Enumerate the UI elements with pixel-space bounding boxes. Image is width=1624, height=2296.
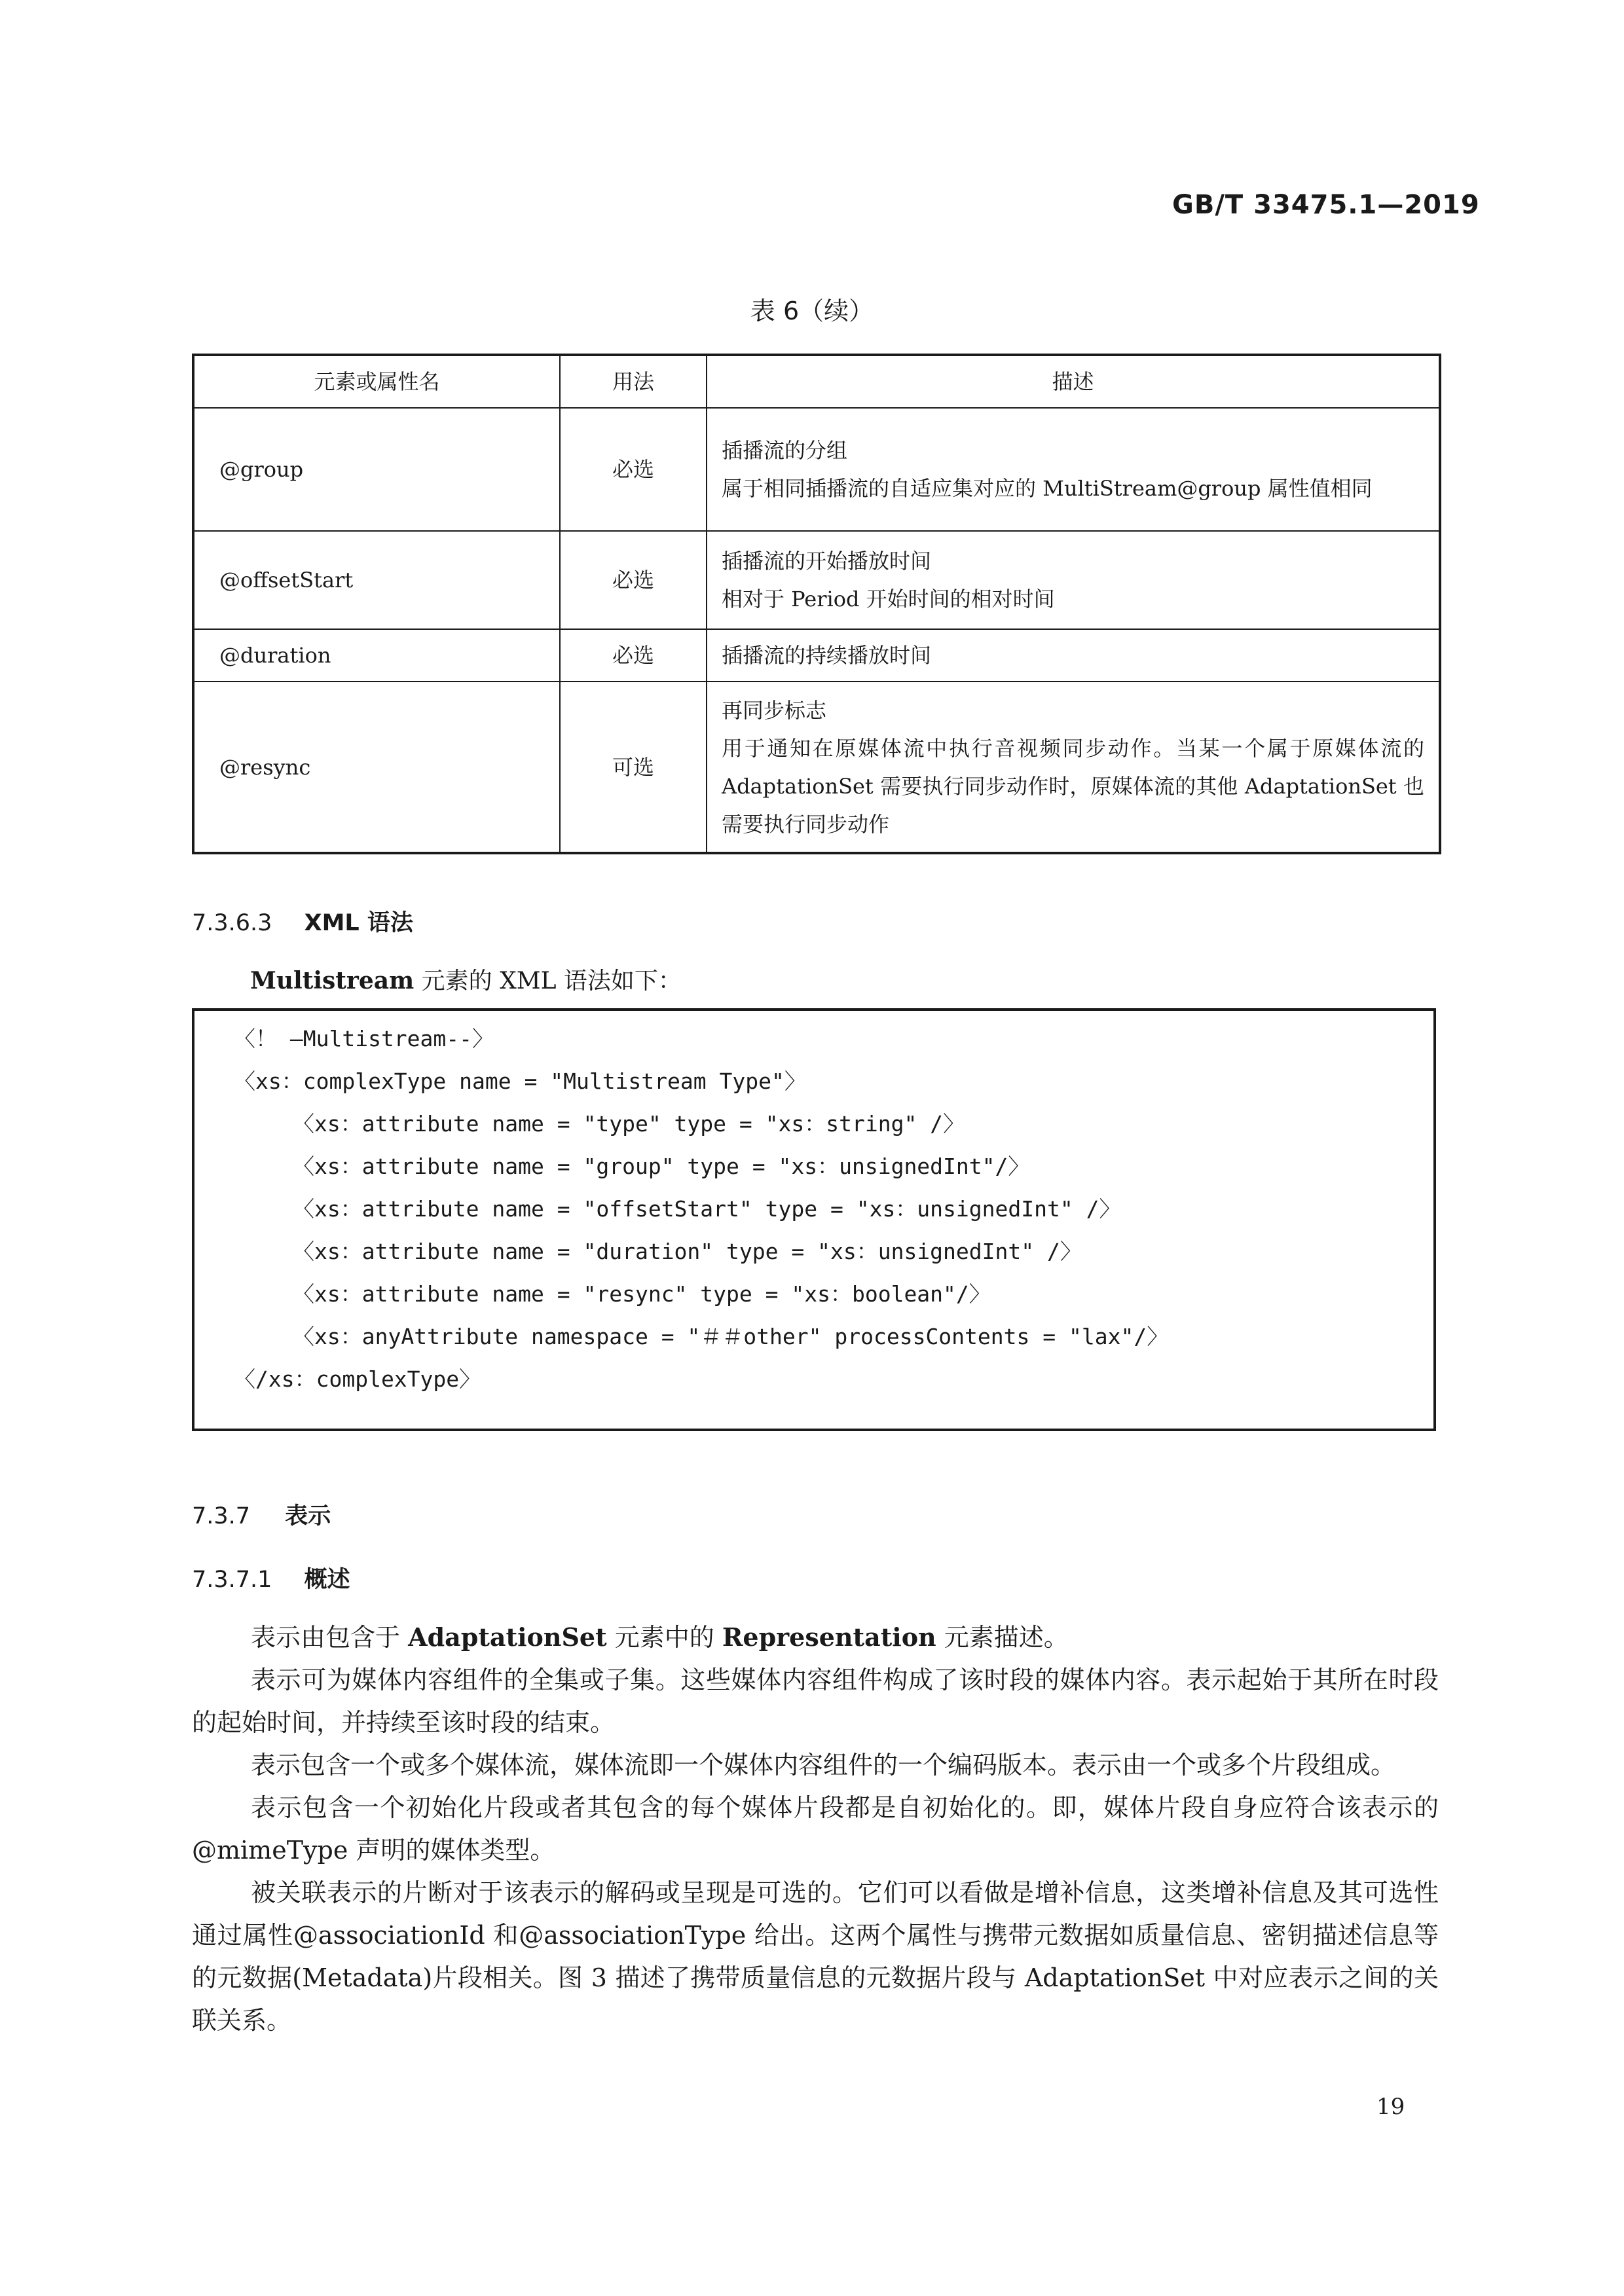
standard-code: GB/T 33475.1—2019 [1172, 190, 1480, 220]
page-number: 19 [1376, 2094, 1405, 2120]
text-run: 元素中的 [606, 1623, 722, 1652]
code-line: 〈xs：complexType name = "Multistream Type"〉 [234, 1068, 806, 1094]
code-line: 〈！ —Multistream--〉 [234, 1026, 494, 1051]
attr-usage: 必选 [560, 408, 707, 531]
text-run-bold: AdaptationSet [408, 1622, 607, 1652]
section-heading-7371 [192, 1561, 350, 1594]
desc-line: 插播流的持续播放时间 [722, 643, 932, 668]
xml-code-box [192, 1008, 1436, 1431]
table-row [193, 629, 1440, 682]
attr-name: @group [193, 408, 560, 531]
xml-intro [250, 962, 682, 996]
attr-name: @duration [193, 629, 560, 682]
attr-name: @resync [193, 682, 560, 853]
section-heading-737 [192, 1498, 331, 1531]
code-line: 〈/xs：complexType〉 [234, 1366, 481, 1392]
code-line: 〈xs：anyAttribute namespace = "＃＃other" processContents = "lax"/〉 [293, 1324, 1169, 1349]
header-description: 描述 [707, 355, 1440, 408]
desc-line: 再同步标志 [722, 697, 827, 723]
attribute-table [192, 354, 1441, 854]
paragraph: 被关联表示的片断对于该表示的解码或呈现是可选的。它们可以看做是增补信息，这类增补信息及其可选性通过属性@associationId 和@associationType 给出。这两个属性与携带元数据如质量信息、密钥描述信息等的元数据(Metadata)片段相关。图 3 描述了携带质量信息的元数据片段与 AdaptationSet 中对应表示之间的关联关系。 [192, 1878, 1439, 2035]
table-row [193, 408, 1440, 531]
paragraph: 表示可为媒体内容组件的全集或子集。这些媒体内容组件构成了该时段的媒体内容。表示起始于其所在时段的起始时间，并持续至该时段的结束。 [192, 1666, 1439, 1737]
attr-usage: 可选 [560, 682, 707, 853]
header-name: 元素或属性名 [193, 355, 560, 408]
attr-name: @offsetStart [193, 531, 560, 629]
table-row [193, 531, 1440, 629]
intro-element-name: Multistream [250, 967, 415, 994]
code-line: 〈xs：attribute name = "offsetStart" type = "xs：unsignedInt" /〉 [293, 1196, 1121, 1222]
attr-usage: 必选 [560, 531, 707, 629]
section-title: 表示 [285, 1503, 331, 1529]
code-line: 〈xs：attribute name = "group" type = "xs：unsignedInt"/〉 [293, 1154, 1030, 1179]
table-header-row [193, 355, 1440, 408]
text-run: 表示由包含于 [251, 1623, 409, 1652]
attr-description [707, 408, 1440, 531]
code-line: 〈xs：attribute name = "resync" type = "xs：boolean"/〉 [293, 1281, 991, 1307]
section-heading-7363 [192, 905, 413, 938]
section-number: 7.3.7.1 [192, 1567, 272, 1593]
paragraph: 表示包含一个初始化片段或者其包含的每个媒体片段都是自初始化的。即，媒体片段自身应符合该表示的@mimeType 声明的媒体类型。 [192, 1793, 1439, 1865]
code-line: 〈xs：attribute name = "type" type = "xs：string" /〉 [293, 1111, 965, 1137]
desc-line: 属于相同插播流的自适应集对应的 MultiStream@group 属性值相同 [722, 476, 1373, 501]
desc-line: 插播流的开始播放时间 [722, 549, 932, 574]
text-run: 元素描述。 [936, 1623, 1069, 1652]
table-caption: 表 6（续） [750, 297, 874, 325]
desc-line: 用于通知在原媒体流中执行音视频同步动作。当某一个属于原媒体流的 AdaptationSet 需要执行同步动作时，原媒体流的其他 AdaptationSet 也需要执行同步动作 [722, 735, 1424, 837]
paragraph [192, 1616, 1439, 1659]
body-text [192, 1616, 1439, 2042]
section-title: 概述 [304, 1567, 350, 1593]
section-number: 7.3.7 [192, 1503, 251, 1529]
desc-line: 相对于 Period 开始时间的相对时间 [722, 587, 1055, 611]
desc-line: 插播流的分组 [722, 438, 848, 463]
code-line: 〈xs：attribute name = "duration" type = "xs：unsignedInt" /〉 [293, 1239, 1082, 1264]
attr-description [707, 629, 1440, 682]
text-run-bold: Representation [722, 1622, 936, 1652]
section-number: 7.3.6.3 [192, 910, 272, 936]
attr-description [707, 682, 1440, 853]
attr-usage: 必选 [560, 629, 707, 682]
section-title: XML 语法 [304, 910, 413, 936]
intro-text: 元素的 XML 语法如下： [414, 968, 682, 994]
attr-description [707, 531, 1440, 629]
table-row [193, 682, 1440, 853]
header-usage: 用法 [560, 355, 707, 408]
paragraph: 表示包含一个或多个媒体流，媒体流即一个媒体内容组件的一个编码版本。表示由一个或多个片段组成。 [251, 1751, 1396, 1779]
